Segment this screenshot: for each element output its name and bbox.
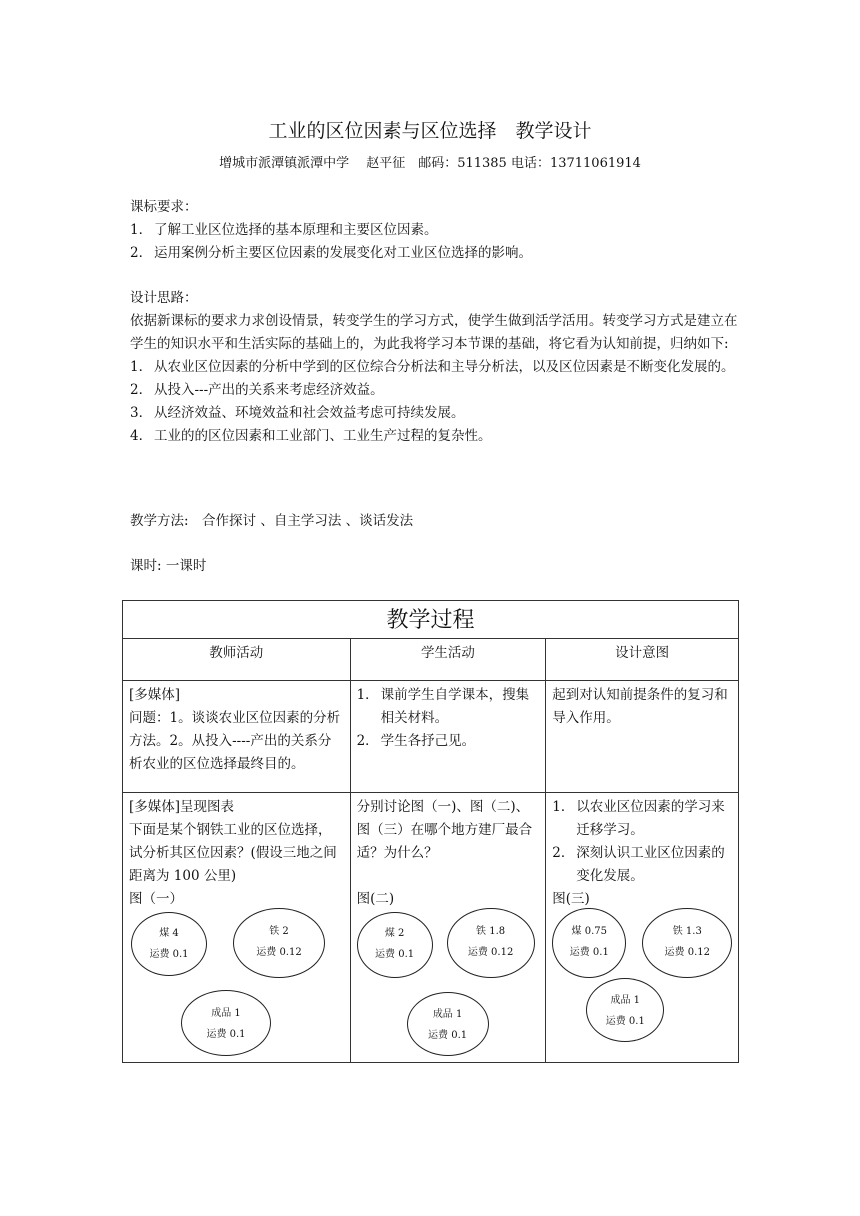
fig2-product-node: 成品 1 运费 0.1 bbox=[407, 992, 489, 1056]
list-item: 1． 以农业区位因素的学习来迁移学习。 bbox=[552, 799, 725, 838]
list-item: 1． 了解工业区位选择的基本原理和主要区位因素。 bbox=[130, 222, 438, 238]
table-title: 教学过程 bbox=[123, 601, 739, 639]
design-paragraph: 依据新课标的要求力求创设情景，转变学生的学习方式，使学生做到活学活用。转变学习方式是建立在学生的知识水平和生活实际的基础上的，为此我将学习本节课的基础，将它看为认知前提，归纳如下: bbox=[130, 313, 738, 352]
list-item: 3． 从经济效益、环境效益和社会效益考虑可持续发展。 bbox=[130, 405, 465, 421]
fig2-iron-node: 铁 1.8 运费 0.12 bbox=[447, 908, 535, 978]
row2-teacher: [多媒体]呈现图表 下面是某个钢铁工业的区位选择，试分析其区位因素？(假设三地之间距离为 100 公里) 图（一） 煤 4 运费 0.1 铁 2 运费 0.12 成品 1 运费 0.1 bbox=[123, 793, 351, 1063]
row1-intent: 起到对认知前提条件的复习和导入作用。 bbox=[546, 681, 739, 793]
figure-3-label: 图(三) bbox=[552, 891, 590, 907]
fig3-iron-node: 铁 1.3 运费 0.12 bbox=[642, 908, 732, 978]
fig1-coal-node: 煤 4 运费 0.1 bbox=[131, 912, 207, 976]
process-table bbox=[122, 600, 739, 1063]
fig3-coal-node: 煤 0.75 运费 0.1 bbox=[552, 908, 626, 978]
standards-section bbox=[130, 196, 740, 265]
teaching-method: 教学方法: 合作探讨 、自主学习法 、谈话发法 bbox=[130, 513, 414, 529]
fig1-product-node: 成品 1 运费 0.1 bbox=[181, 990, 271, 1056]
document-title: 工业的区位因素与区位选择 教学设计 bbox=[268, 120, 592, 142]
design-section bbox=[130, 287, 740, 448]
class-hours: 课时: 一课时 bbox=[130, 558, 207, 574]
figure-2-label: 图(二) bbox=[356, 891, 395, 907]
header-teacher: 教师活动 bbox=[123, 639, 351, 681]
fig3-product-node: 成品 1 运费 0.1 bbox=[586, 978, 664, 1042]
header-student: 学生活动 bbox=[350, 639, 546, 681]
fig2-coal-node: 煤 2 运费 0.1 bbox=[357, 912, 433, 978]
list-item: 4． 工业的的区位因素和工业部门、工业生产过程的复杂性。 bbox=[130, 428, 492, 444]
design-heading: 设计思路： bbox=[130, 290, 198, 306]
list-item: 2． 深刻认识工业区位因素的变化发展。 bbox=[552, 845, 725, 884]
row2-intent bbox=[546, 793, 739, 1063]
row2-student: 分别讨论图（一)、图（二)、图（三）在哪个地方建厂最合适？为什么？ 图(二) 煤 2 运费 0.1 铁 1.8 运费 0.12 成品 1 运费 0.1 bbox=[350, 793, 546, 1063]
row1-teacher: [多媒体] 问题：1。谈谈农业区位因素的分析方法。2。从投入----产出的关系分析农业的区位选择最终目的。 bbox=[123, 681, 351, 793]
header-intent: 设计意图 bbox=[546, 639, 739, 681]
standards-heading: 课标要求： bbox=[130, 199, 198, 215]
author-line: 增城市派潭镇派潭中学 赵平征 邮码：511385 电话：13711061914 bbox=[219, 156, 641, 171]
row1-student bbox=[350, 681, 546, 793]
list-item: 2． 从投入---产出的关系来考虑经济效益。 bbox=[130, 382, 384, 398]
list-item: 1． 从农业区位因素的分析中学到的区位综合分析法和主导分析法，以及区位因素是不断变化发展的。 bbox=[130, 359, 735, 375]
list-item: 2． 运用案例分析主要区位因素的发展变化对工业区位选择的影响。 bbox=[130, 245, 532, 261]
list-item: 1． 课前学生自学课本，搜集相关材料。 bbox=[356, 687, 530, 726]
list-item: 2． 学生各抒己见。 bbox=[356, 733, 476, 749]
figure-1-label: 图（一） bbox=[129, 891, 183, 907]
fig1-iron-node: 铁 2 运费 0.12 bbox=[233, 908, 325, 978]
